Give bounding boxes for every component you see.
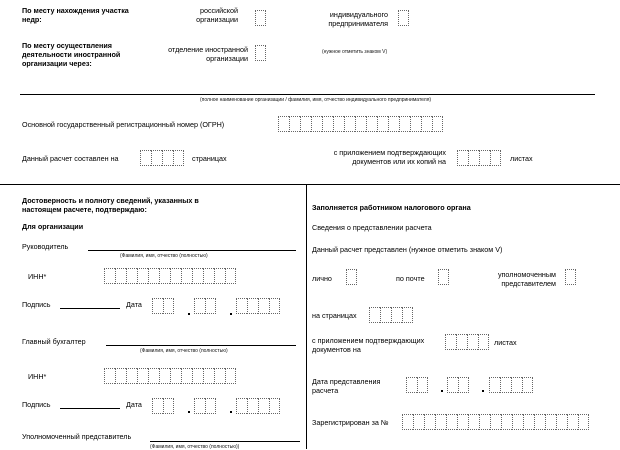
- submission-date-year[interactable]: [489, 377, 533, 393]
- mark-note: (нужное отметить знаком V): [322, 49, 388, 55]
- by-mail-checkbox[interactable]: [438, 269, 449, 285]
- info-label: Сведения о представлении расчета: [312, 223, 432, 232]
- submission-date-label: Дата представления расчета: [312, 377, 381, 395]
- right-heading: Заполняется работником налогового органа: [312, 203, 471, 212]
- ogrn-cells[interactable]: [278, 116, 443, 132]
- inn-label-2: ИНН*: [28, 372, 47, 381]
- date-dot: [230, 411, 232, 413]
- rep-fio-line[interactable]: [150, 441, 300, 442]
- signature-label-2: Подпись: [22, 400, 51, 409]
- accountant-fio-caption: (Фамилия, имя, отчество (полностью): [140, 348, 228, 354]
- inn-label: ИНН*: [28, 272, 47, 281]
- org-name-line: [20, 94, 595, 95]
- date-dot: [441, 390, 443, 392]
- by-rep-label: уполномоченным представителем: [497, 270, 556, 288]
- signature-label: Подпись: [22, 300, 51, 309]
- date-dot: [188, 313, 190, 315]
- on-pages-cells[interactable]: [369, 307, 413, 323]
- submission-date-month[interactable]: [447, 377, 469, 393]
- on-pages-label: на страницах: [312, 311, 357, 320]
- sheets-label: листах: [510, 154, 533, 163]
- rep-fio-caption: (Фамилия, имя, отчество (полностью)): [150, 444, 240, 450]
- in-person-label: лично: [312, 274, 332, 283]
- accountant-signature-line[interactable]: [60, 408, 120, 409]
- date-dot: [188, 411, 190, 413]
- submission-date-day[interactable]: [406, 377, 428, 393]
- date-dot: [230, 313, 232, 315]
- column-divider: [306, 184, 307, 449]
- submitted-label: Данный расчет представлен (нужное отметить знаком V): [312, 245, 503, 254]
- date-dot: [482, 390, 484, 392]
- for-org-label: Для организации: [22, 222, 84, 231]
- head-fio-line[interactable]: [88, 250, 296, 251]
- attachment-docs-label: с приложением подтверждающих документов на: [312, 336, 425, 354]
- russian-org-checkbox[interactable]: [255, 10, 266, 26]
- by-activity-label: По месту осуществления деятельности иностранной организации через:: [22, 41, 121, 68]
- date-label-2: Дата: [126, 400, 142, 409]
- head-fio-caption: (Фамилия, имя, отчество (полностью): [120, 253, 208, 259]
- sheets-cells[interactable]: [457, 150, 501, 166]
- head-date-year[interactable]: [236, 298, 280, 314]
- by-rep-checkbox[interactable]: [565, 269, 576, 285]
- pages-label: страницах: [192, 154, 227, 163]
- chief-accountant-label: Главный бухгалтер: [22, 337, 86, 346]
- accountant-date-month[interactable]: [194, 398, 216, 414]
- authorized-rep-label: Уполномоченный представитель: [22, 432, 132, 441]
- accountant-fio-line[interactable]: [106, 345, 296, 346]
- in-person-checkbox[interactable]: [346, 269, 357, 285]
- head-signature-line[interactable]: [60, 308, 120, 309]
- attachment-sheets-cells[interactable]: [445, 334, 489, 350]
- by-mail-label: по почте: [396, 274, 425, 283]
- foreign-branch-checkbox[interactable]: [255, 45, 266, 61]
- registered-label: Зарегистрирован за №: [312, 418, 389, 427]
- head-date-month[interactable]: [194, 298, 216, 314]
- org-name-caption: (полное наименование организации / фамилия, имя, отчество индивидуального предпринимателя): [200, 97, 432, 103]
- accountant-inn-cells[interactable]: [104, 368, 236, 384]
- with-attachment-label: с приложением подтверждающих документов или их копий на: [333, 148, 446, 166]
- by-location-label: По месту нахождения участка недр:: [22, 6, 129, 24]
- pages-cells[interactable]: [140, 150, 184, 166]
- section-divider: [0, 184, 620, 185]
- accountant-date-day[interactable]: [152, 398, 174, 414]
- registration-number-cells[interactable]: [402, 414, 589, 430]
- individual-entrepreneur-checkbox[interactable]: [398, 10, 409, 26]
- foreign-branch-label: отделение иностранной организации: [168, 45, 248, 63]
- date-label: Дата: [126, 300, 142, 309]
- ogrn-label: Основной государственный регистрационный номер (ОГРН): [22, 120, 225, 129]
- left-heading: Достоверность и полноту сведений, указанных в настоящем расчете, подтверждаю:: [22, 196, 199, 214]
- accountant-date-year[interactable]: [236, 398, 280, 414]
- right-sheets-label: листах: [494, 338, 517, 347]
- individual-entrepreneur-label: индивидуального предпринимателя: [328, 10, 388, 28]
- russian-org-label: российской организации: [196, 6, 238, 24]
- compiled-on-label: Данный расчет составлен на: [22, 154, 119, 163]
- head-inn-cells[interactable]: [104, 268, 236, 284]
- head-label: Руководитель: [22, 242, 69, 251]
- head-date-day[interactable]: [152, 298, 174, 314]
